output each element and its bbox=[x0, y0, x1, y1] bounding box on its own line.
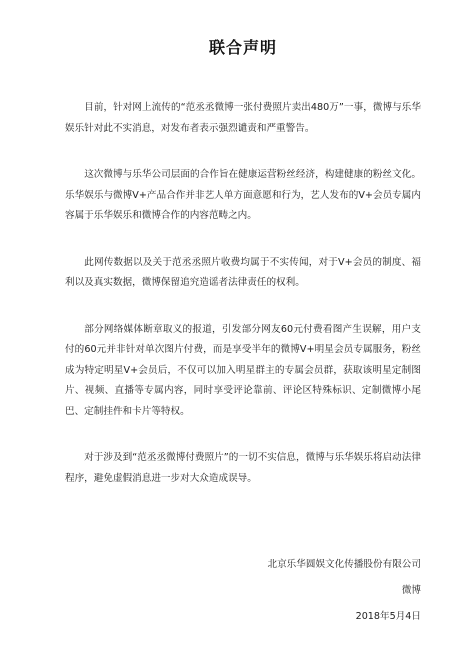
paragraph-5: 对于涉及到“范丞丞微博付费照片”的一切不实信息，微博与乐华娱乐将启动法律程序，避免虚假消息进一步对大众造成误导。 bbox=[65, 452, 421, 484]
signature-company: 北京乐华圆娱文化传播股份有限公司 bbox=[267, 559, 421, 570]
paragraph-4: 部分网络媒体断章取义的报道，引发部分网友60元付费看图产生误解，用户支付的60元并非针对单次图片付费，而是享受半年的微博V+明星会员专属服务，粉丝成为特定明星V+会员后，不仅可以加入明星群主的专属会员群，获取该明星定制图片、视频、直播等专属内容，同时享受评论靠前、评论区特殊标识、定制微博小尾巴、定制挂件和卡片等特权。 bbox=[65, 323, 421, 417]
paragraph-3: 此网传数据以及关于范丞丞照片收费均属于不实传闻，对于V+会员的制度、福利以及真实数据，微博保留追究造谣者法律责任的权利。 bbox=[65, 256, 421, 288]
signature-date: 2018年5月4日 bbox=[355, 611, 421, 622]
signature-platform: 微博 bbox=[401, 585, 421, 596]
paragraph-1: 目前，针对网上流传的“范丞丞微博一张付费照片卖出480万”一事，微博与乐华娱乐针对此不实消息，对发布者表示强烈谴责和严重警告。 bbox=[65, 102, 421, 134]
signature-block bbox=[268, 552, 422, 630]
paragraph-2: 这次微博与乐华公司层面的合作旨在健康运营粉丝经济，构建健康的粉丝文化。乐华娱乐与微博V+产品合作并非艺人单方面意愿和行为，艺人发布的V+会员专属内容属于乐华娱乐和微博合作的内容范畴之内。 bbox=[65, 169, 421, 221]
document-body bbox=[65, 98, 421, 489]
document-title: 联合声明 bbox=[208, 38, 277, 57]
